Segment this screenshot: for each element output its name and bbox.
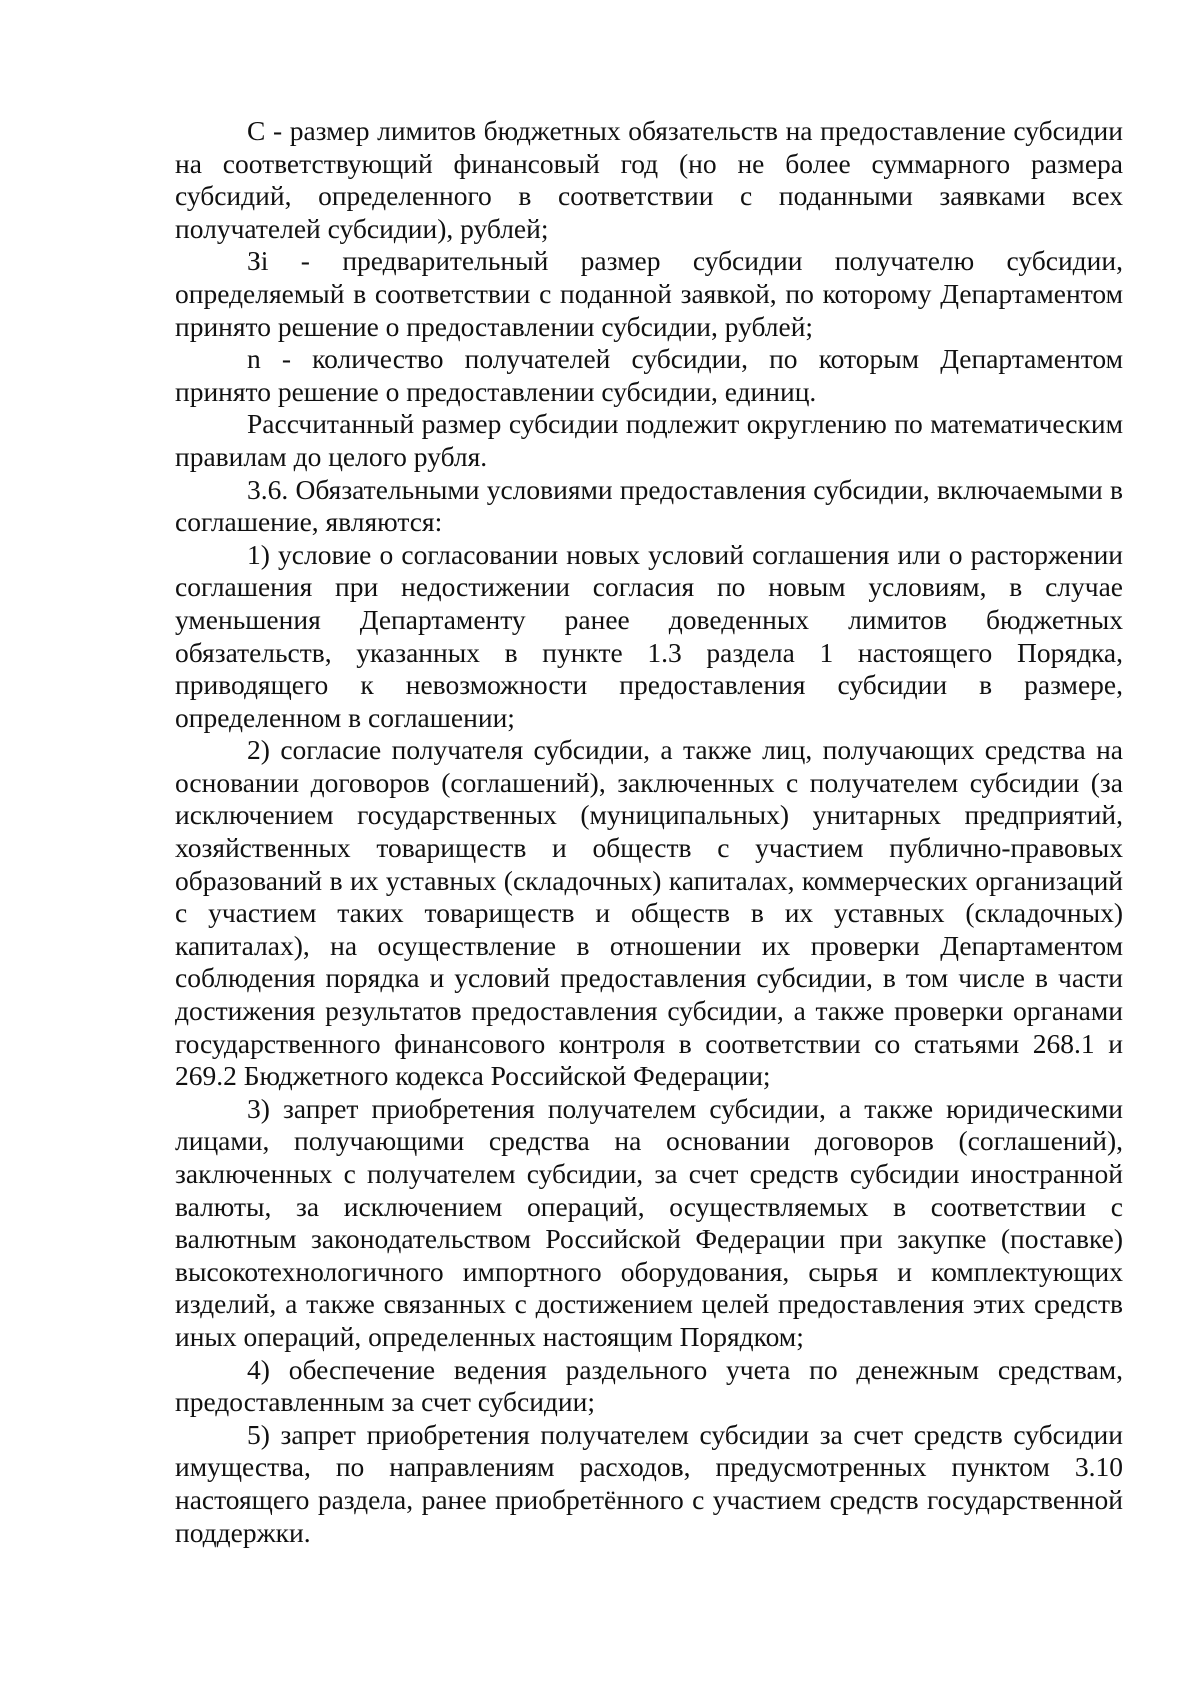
paragraph-section-3-6: 3.6. Обязательными условиями предоставления субсидии, включаемыми в соглашение, являются: <box>175 473 1123 538</box>
paragraph-item-3: 3) запрет приобретения получателем субсидии, а также юридическими лицами, получающими средства на основании договоров (соглашений), заключенных с получателем субсидии, за счет средств субсидии иностранной валюты, за исключением операций, осуществляемых в соответствии с валютным законодательством Российской Федерации при закупке (поставке) высокотехнологичного импортного оборудования, сырья и комплектующих изделий, а также связанных с достижением целей предоставления этих средств иных операций, определенных настоящим Порядком; <box>175 1092 1123 1352</box>
paragraph-n-definition: n - количество получателей субсидии, по которым Департаментом принято решение о предоставлении субсидии, единиц. <box>175 343 1123 407</box>
paragraph-rounding: Рассчитанный размер субсидии подлежит округлению по математическим правилам до целого рубля. <box>175 408 1123 472</box>
paragraph-item-1: 1) условие о согласовании новых условий соглашения или о расторжении соглашения при недостижении согласия по новым условиям, в случае уменьшения Департаменту ранее доведенных лимитов бюджетных обязательств, указанных в пункте 1.3 раздела 1 настоящего Порядка, приводящего к невозможности предоставления субсидии в размере, определенном в соглашении; <box>175 538 1123 733</box>
paragraph-item-4: 4) обеспечение ведения раздельного учета по денежным средствам, предоставленным за счет субсидии; <box>175 1353 1123 1418</box>
paragraph-zi-definition: Зi - предварительный размер субсидии получателю субсидии, определяемый в соответствии с поданной заявкой, по которому Департаментом принято решение о предоставлении субсидии, рублей; <box>175 245 1123 342</box>
paragraph-c-definition: C - размер лимитов бюджетных обязательств на предоставление субсидии на соответствующий финансовый год (но не более суммарного размера субсидий, определенного в соответствии с поданными заявками всех получателей субсидии), рублей; <box>175 115 1123 244</box>
paragraph-item-2: 2) согласие получателя субсидии, а также лиц, получающих средства на основании договоров (соглашений), заключенных с получателем субсидии (за исключением государственных (муниципальных) унитарных предприятий, хозяйственных товариществ и обществ с участием публично-правовых образований в их уставных (складочных) капиталах, коммерческих организаций с участием таких товариществ и обществ в их уставных (складочных) капиталах), на осуществление в отношении их проверки Департаментом соблюдения порядка и условий предоставления субсидии, в том числе в части достижения результатов предоставления субсидии, а также проверки органами государственного финансового контроля в соответствии со статьями 268.1 и 269.2 Бюджетного кодекса Российской Федерации; <box>175 734 1123 1092</box>
document-body <box>175 115 1123 1549</box>
paragraph-item-5: 5) запрет приобретения получателем субсидии за счет средств субсидии имущества, по направлениям расходов, предусмотренных пунктом 3.10 настоящего раздела, ранее приобретённого с участием средств государственной поддержки. <box>175 1418 1123 1548</box>
